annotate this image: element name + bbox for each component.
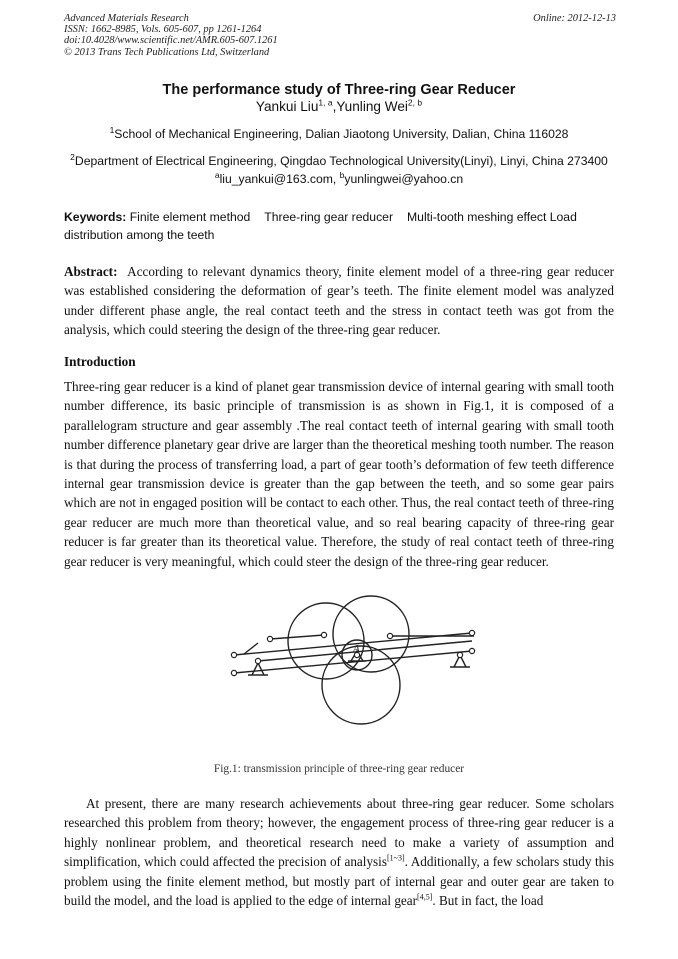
- email-separator: ,: [332, 172, 340, 186]
- left-support: [252, 663, 264, 675]
- joint-pin: [387, 633, 392, 638]
- paper-title: The performance study of Three-ring Gear Reducer: [162, 82, 516, 98]
- author-superscript: 1, a: [318, 97, 333, 108]
- citation[interactable]: [1~3]: [386, 853, 405, 863]
- paragraph-text: At present, there are many research achievements about three-ring gear reducer. Some scholars researched this problem from theory; however, the engagement process of three-ring gear reducer is a highly nonlinear problem, and theoretical research need to make a variety of assumption and simplification, which could affected the precision of analysis: [64, 796, 614, 870]
- joint-pin: [267, 636, 272, 641]
- email-marker: b: [339, 169, 345, 180]
- joint-pin: [457, 652, 462, 657]
- joint-pin: [321, 632, 326, 637]
- paragraph-text: . But in fact, the load: [432, 893, 544, 909]
- section-heading-introduction: Introduction: [64, 354, 136, 369]
- joint-pin: [469, 630, 474, 635]
- journal-issn: ISSN: 1662-8985, Vols. 605-607, pp 1261-1264: [64, 24, 262, 36]
- email-address[interactable]: liu_yankui@163.com: [219, 172, 333, 186]
- keyword-item: Finite element method: [129, 210, 251, 224]
- journal-doi: doi:10.4028/www.scientific.net/AMR.605-607.1261: [64, 35, 278, 47]
- author-name: Yunling Wei: [336, 99, 408, 114]
- affiliation-text: Department of Electrical Engineering, Qingdao Technological University(Linyi), Linyi, China 273400: [74, 154, 608, 168]
- figure-caption: Fig.1: transmission principle of three-ring gear reducer: [213, 763, 465, 775]
- affiliation-marker: 1: [109, 124, 115, 135]
- online-date: Online: 2012-12-13: [533, 13, 616, 24]
- author-name: Yankui Liu: [255, 99, 319, 114]
- author-superscript: 2, b: [407, 97, 423, 108]
- joint-pin: [469, 648, 474, 653]
- affiliation-1: [0, 124, 678, 142]
- keywords-label: Keywords:: [64, 210, 127, 224]
- link-bar: [270, 635, 324, 639]
- abstract-text: According to relevant dynamics theory, finite element model of a three-ring gear reducer was established considering the deformation of gear’s teeth. The finite element model was analyzed under different phase angle, the real contact teeth and the stress in contact teeth was got from the analysis, which could steering the design of the three-ring gear reducer.: [64, 264, 615, 338]
- keyword-item: Multi-tooth meshing effect: [407, 210, 547, 224]
- journal-name: Advanced Materials Research: [64, 13, 189, 24]
- joint-pin: [231, 652, 236, 657]
- paragraph-text: . Additionally, a few scholars study this problem using the finite element method, but mostly part of internal gear and outer gear are taken to build the model, and the load is applied to the edge of internal gear: [64, 854, 615, 909]
- figure-transmission-diagram: [222, 593, 484, 753]
- link-bar: [258, 641, 472, 661]
- abstract: [64, 262, 614, 340]
- author-emails: [0, 169, 678, 187]
- intro-paragraph-1: Three-ring gear reducer is a kind of planet gear transmission device of internal gearing with small tooth number difference, its basic principle of transmission is as shown in Fig.1, it is composed of a parallelogram structure and gear assembly .The real contact teeth of internal gearing with small tooth number difference planetary gear drive are larger than the theoretical meshing tooth number. The reason is that during the process of transferring load, a part of gear tooth’s deformation of few teeth difference internal gear transmission device is greater than the gap between the teeth, and so some gear pairs which are not in engaged position will be contact to each other. Thus, the real contact teeth of three-ring gear reducer are much more than theoretical value, and so real bearing capacity of three-ring gear reducer is far greater than its theoretical value. Therefore, the study of real contact teeth of three-ring gear reducer is very meaningful, which could steer the design of the three-ring gear reducer.: [64, 379, 614, 569]
- citation[interactable]: [4,5]: [417, 892, 433, 902]
- figure-label: A: [353, 643, 360, 655]
- affiliation-text: School of Mechanical Engineering, Dalian Jiaotong University, Dalian, China 116028: [114, 127, 569, 141]
- affiliation-marker: 2: [70, 151, 75, 162]
- author-separator: ,: [332, 99, 337, 114]
- keywords: [64, 208, 614, 244]
- email-address[interactable]: yunlingwei@yahoo.cn: [344, 172, 464, 186]
- email-marker: a: [214, 169, 220, 180]
- author-list: [0, 98, 678, 115]
- abstract-label: Abstract:: [64, 264, 118, 279]
- keyword-item: Load distribution among the teeth: [64, 210, 577, 242]
- joint-pin: [255, 658, 260, 663]
- intro-paragraph-2: [64, 794, 614, 910]
- affiliation-2: [0, 151, 678, 169]
- journal-header: [64, 13, 616, 58]
- journal-copyright: © 2013 Trans Tech Publications Ltd, Switzerland: [64, 46, 270, 58]
- keyword-item: Three-ring gear reducer: [264, 210, 394, 224]
- joint-pin: [231, 670, 236, 675]
